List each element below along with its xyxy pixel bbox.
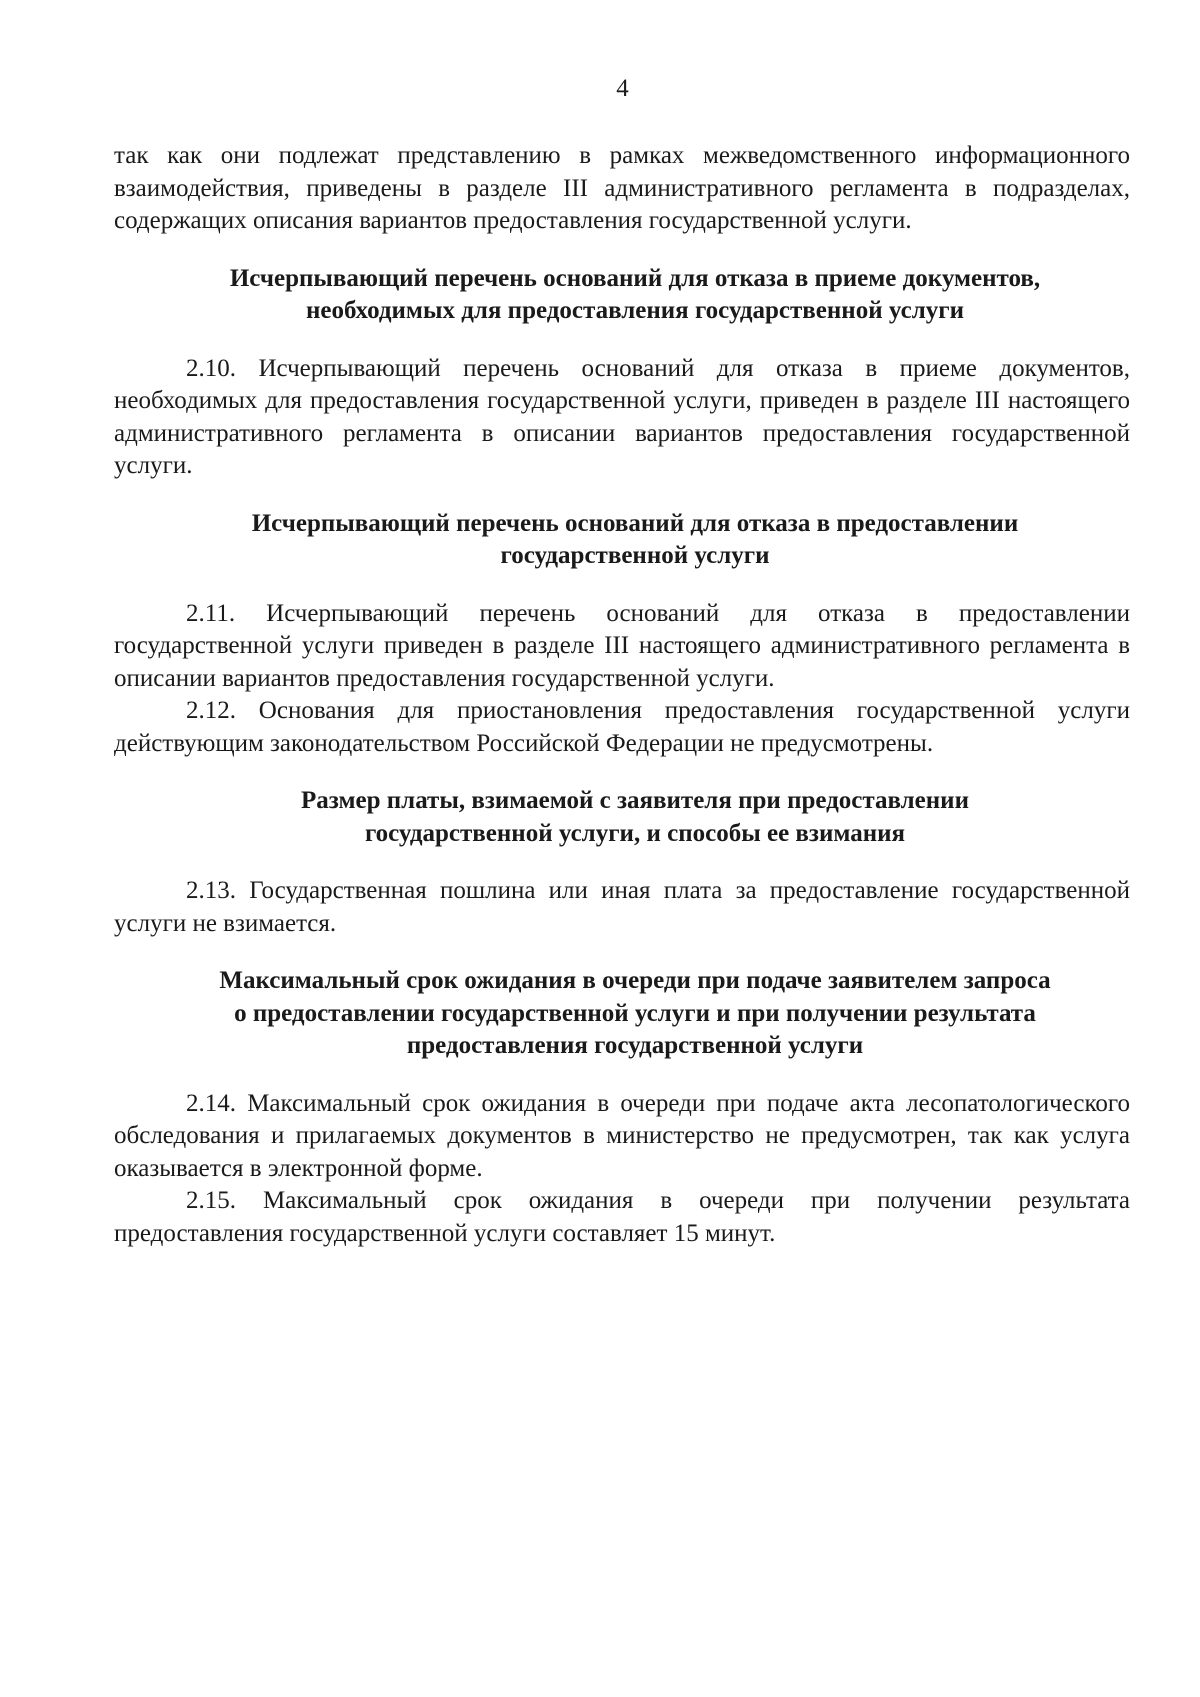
paragraph-2-13: 2.13. Государственная пошлина или иная плата за предоставление государственной услуги не взимается. [114,877,1130,937]
heading-line: Исчерпывающий перечень оснований для отказа в приеме документов, [229,264,1041,292]
heading-line: Размер платы, взимаемой с заявителя при предоставлении [301,787,969,814]
heading-line: Исчерпывающий перечень оснований для отказа в предоставлении [251,509,1019,537]
section-refusal-acceptance [114,263,1130,483]
document-body [114,140,1130,1250]
section-fee [114,785,1130,940]
heading-line: государственной услуги [500,542,770,569]
page-number: 4 [616,75,629,102]
heading-line: государственной услуги, и способы ее взимания [364,819,906,847]
paragraph-2-12: 2.12. Основания для приостановления предоставления государственной услуги действующим законодательством Российской Федерации не предусмотрены. [114,697,1130,757]
paragraph-2-10: 2.10. Исчерпывающий перечень оснований для отказа в приеме документов, необходимых для предоставления государственной услуги, приведен в разделе III настоящего административного регламента в описании вариантов предоставления государственной услуги. [114,354,1130,479]
section-heading [114,785,1130,850]
section-heading [114,508,1130,573]
section-heading [114,965,1130,1063]
paragraph-2-15: 2.15. Максимальный срок ожидания в очереди при получении результата предоставления государственной услуги составляет 15 минут. [114,1187,1130,1247]
heading-line: Максимальный срок ожидания в очереди при подаче заявителем запроса [219,967,1051,994]
heading-line: предоставления государственной услуги [406,1032,864,1059]
intro-paragraph: так как они подлежат представлению в рамках межведомственного информационного взаимодействия, приведены в разделе III административного регламента в подразделах, содержащих описания вариантов предоставления государственной услуги. [114,142,1130,234]
heading-line: о предоставлении государственной услуги и при получении результата [234,999,1036,1027]
paragraph-2-14: 2.14. Максимальный срок ожидания в очереди при подаче акта лесопатологического обследования и прилагаемых документов в министерство не предусмотрен, так как услуга оказывается в электронной форме. [114,1089,1130,1182]
section-refusal-provision [114,508,1130,761]
paragraph-2-11: 2.11. Исчерпывающий перечень оснований для отказа в предоставлении государственной услуги приведен в разделе III настоящего административного регламента в описании вариантов предоставления государственной услуги. [114,599,1130,692]
section-queue-time [114,965,1130,1250]
section-heading [114,263,1130,328]
heading-line: необходимых для предоставления государственной услуги [306,297,964,324]
